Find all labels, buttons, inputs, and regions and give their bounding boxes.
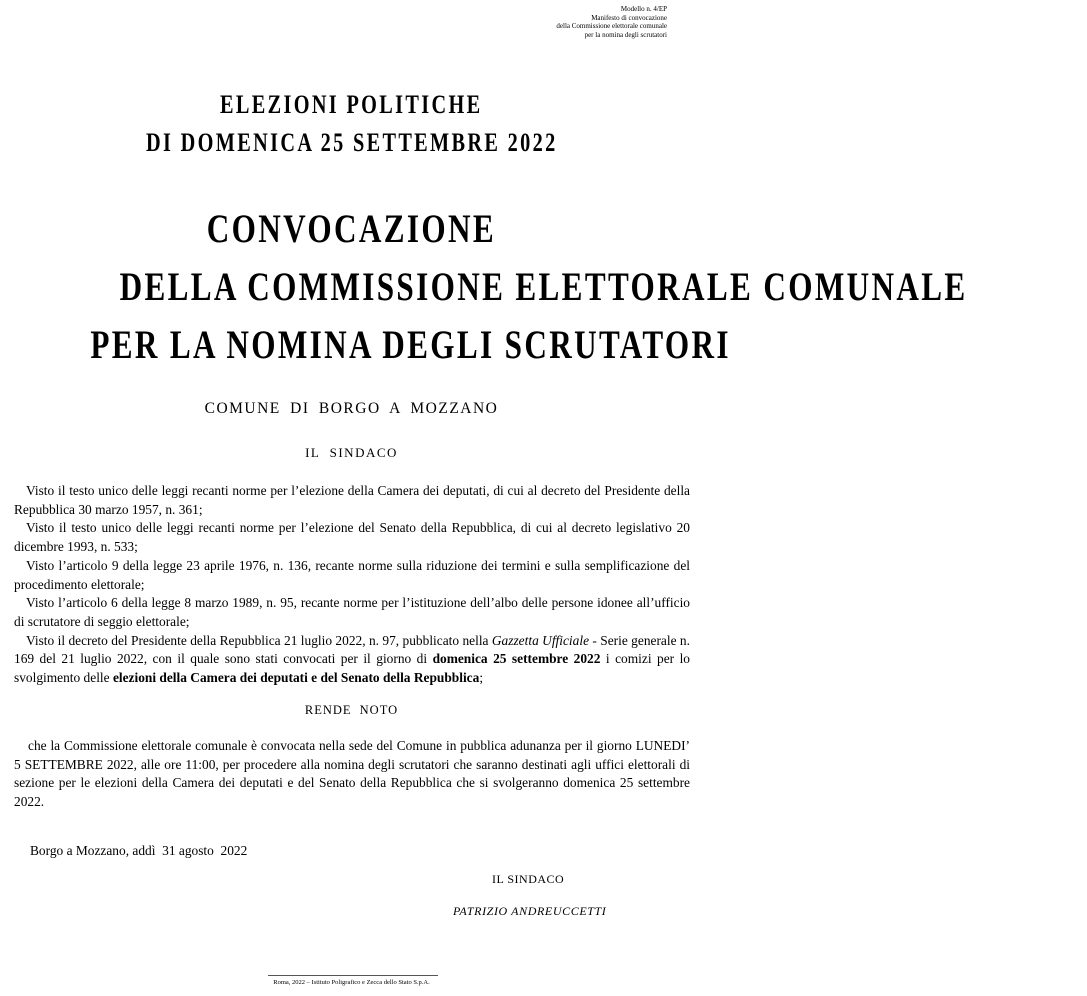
decree-text: - Serie generale n. 169 del 21 luglio 2022, con il quale sono stati convocati per il giorno di (14, 632, 690, 667)
model-note-line: Manifesto di convocazione (591, 13, 667, 22)
document-title-line3: PER LA NOMINA DEGLI SCRUTATORI (90, 322, 731, 367)
model-note-line: Modello n. 4/EP (620, 5, 667, 13)
premise-paragraph: Visto l’articolo 9 della legge 23 aprile 1976, n. 136, recante norme sulla riduzione dei termini e sulla semplificazione del procedimento elettorale; (14, 557, 690, 592)
footer-divider (268, 975, 438, 976)
rende-noto-heading: RENDE NOTO (304, 703, 399, 717)
election-heading (0, 86, 703, 162)
decree-paragraph (14, 632, 690, 688)
decree-text: Visto il decreto del Presidente della Repubblica 21 luglio 2022, n. 97, pubblicato nella (26, 632, 492, 648)
signature-role: IL SINDACO (492, 872, 565, 886)
model-note (507, 5, 667, 39)
decree-text: ; (479, 670, 484, 686)
election-heading-line2: DI DOMENICA 25 SETTEMBRE 2022 (145, 128, 558, 157)
model-note-line: per la nomina degli scrutatori (584, 30, 667, 39)
place-date: Borgo a Mozzano, addì 31 agosto 2022 (30, 843, 248, 858)
premise-paragraph: Visto il testo unico delle leggi recanti norme per l’elezione del Senato della Repubblica, di cui al decreto legislativo 20 dicembre 1993, n. 533; (14, 520, 690, 555)
convocation-paragraph: che la Commissione elettorale comunale è convocata nella sede del Comune in pubblica adunanza per il giorno LUNEDI’ 5 SETTEMBRE 2022, alle ore 11:00, per procedere alla nomina degli scrutatori che saranno destinati agli uffici elettorali di sezione per le elezioni della Camera dei deputati e del Senato della Repubblica che si svolgeranno domenica 25 settembre 2022. (14, 738, 690, 810)
mayor-heading: IL SINDACO (305, 445, 398, 460)
signature-name: PATRIZIO ANDREUCCETTI (453, 904, 607, 918)
election-date-bold: domenica 25 settembre 2022 (432, 651, 601, 667)
document-title-line2: DELLA COMMISSIONE ELETTORALE COMUNALE (119, 264, 968, 309)
premises-section (14, 482, 690, 688)
premise-paragraph: Visto il testo unico delle leggi recanti norme per l’elezione della Camera dei deputati, di cui al decreto del Presidente della Repubblica 30 marzo 1957, n. 361; (14, 483, 690, 517)
printer-footer: Roma, 2022 – Istituto Poligrafico e Zecca dello Stato S.p.A. (273, 979, 430, 986)
decree-text: i comizi per lo svolgimento delle (14, 651, 690, 686)
premise-paragraph: Visto l’articolo 6 della legge 8 marzo 1989, n. 95, recante norme per l’istituzione dell’albo delle persone idonee all’ufficio di scrutatore di seggio elettorale; (14, 595, 690, 629)
document-title (0, 200, 968, 374)
gazzetta-ufficiale: Gazzetta Ufficiale (491, 632, 590, 648)
election-heading-line1: ELEZIONI POLITICHE (220, 90, 483, 119)
model-note-line: della Commissione elettorale comunale (556, 22, 667, 30)
municipality-name: COMUNE DI BORGO A MOZZANO (204, 400, 499, 417)
convocation-section (14, 737, 690, 812)
elections-bold: elezioni della Camera dei deputati e del Senato della Repubblica (112, 670, 480, 686)
document-title-line1: CONVOCAZIONE (206, 206, 497, 251)
